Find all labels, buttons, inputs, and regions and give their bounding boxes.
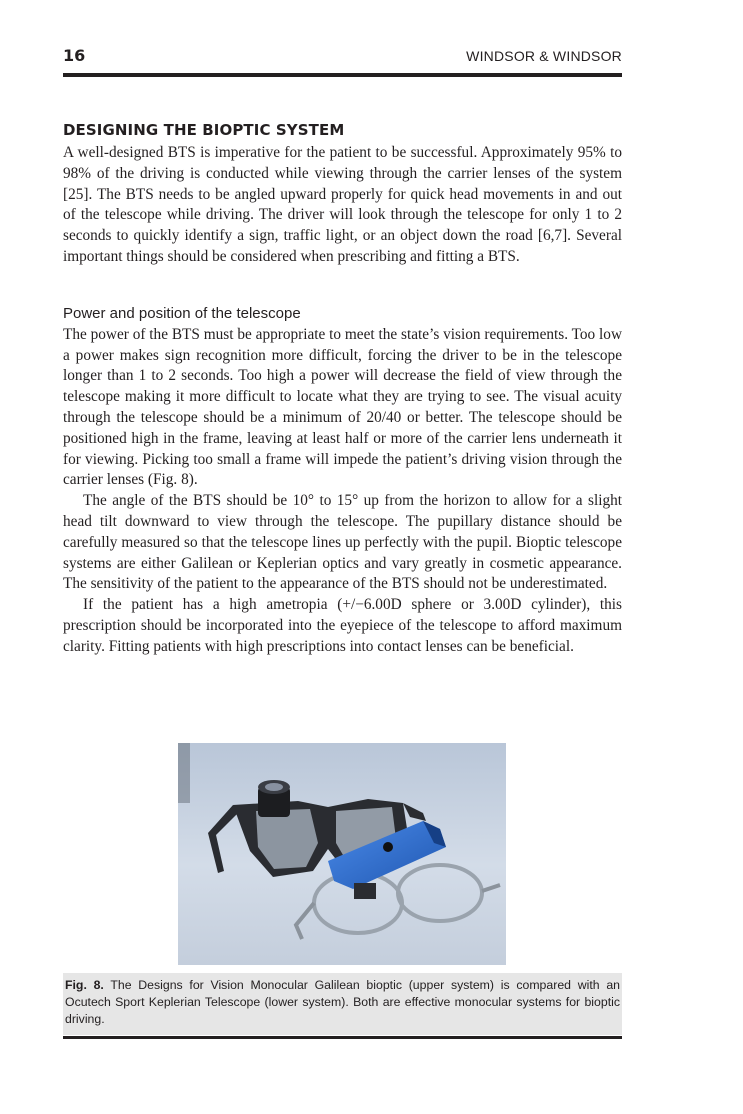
- body-paragraph-3: If the patient has a high ametropia (+/−6.00D sphere or 3.00D cylinder), this prescription should be incorporated into the eyepiece of the telescope to afford maximum clarity. Fitting patients with high prescriptions into contact lenses can be beneficial.: [63, 596, 622, 655]
- running-head: [63, 46, 622, 70]
- figure-label: Fig. 8.: [65, 978, 104, 992]
- header-rule: [63, 73, 622, 77]
- figure-caption-text: The Designs for Vision Monocular Galilean bioptic (upper system) is compared with an Ocutech Sport Keplerian Telescope (lower system). Both are effective monocular systems for bioptic driving.: [65, 978, 621, 1026]
- figure-caption: [63, 973, 622, 1028]
- footer-rule: [63, 1036, 622, 1039]
- figure-photo: [178, 743, 506, 965]
- page-number: 16: [63, 46, 86, 65]
- section-paragraph: A well-designed BTS is imperative for the patient to be successful. Approximately 95% to 98% of the driving is conducted while viewing through the carrier lenses of the system [25]. The BTS needs to be angled upward properly for quick head movements in and out of the telescope while driving. The driver will look through the telescope for only 1 to 2 seconds to quickly identify a sign, traffic light, or an object down the road [6,7]. Several important things should be considered when prescribing and fitting a BTS.: [63, 144, 622, 265]
- bioptic-telescopes-photo: [178, 743, 506, 965]
- section-heading: DESIGNING THE BIOPTIC SYSTEM: [63, 121, 345, 139]
- article-body: [63, 117, 622, 658]
- running-title: WINDSOR & WINDSOR: [466, 48, 622, 64]
- figure-caption-box: [63, 973, 622, 1035]
- subsection-heading: Power and position of the telescope: [63, 304, 301, 322]
- body-paragraph-1: The power of the BTS must be appropriate to meet the state’s vision requirements. Too low a power makes sign recognition more difficult, forcing the driver to be in the telescope longer than 1 to 2 seconds. Too high a power will decrease the field of view through the telescope making it more difficult to locate what they are trying to see. The visual acuity through the telescope should be a minimum of 20/40 or better. The telescope should be positioned high in the frame, leaving at least half or more of the carrier lens underneath it for viewing. Picking too small a frame will impede the patient’s driving vision through the carrier lenses (Fig. 8).: [63, 325, 622, 489]
- body-paragraph-2: The angle of the BTS should be 10° to 15° up from the horizon to allow for a slight head tilt downward to view through the telescope. The pupillary distance should be carefully measured so that the telescope lines up perfectly with the pupil. Bioptic telescope systems are either Galilean or Keplerian optics and vary greatly in cosmetic appearance. The sensitivity of the patient to the appearance of the BTS should not be underestimated.: [63, 492, 622, 593]
